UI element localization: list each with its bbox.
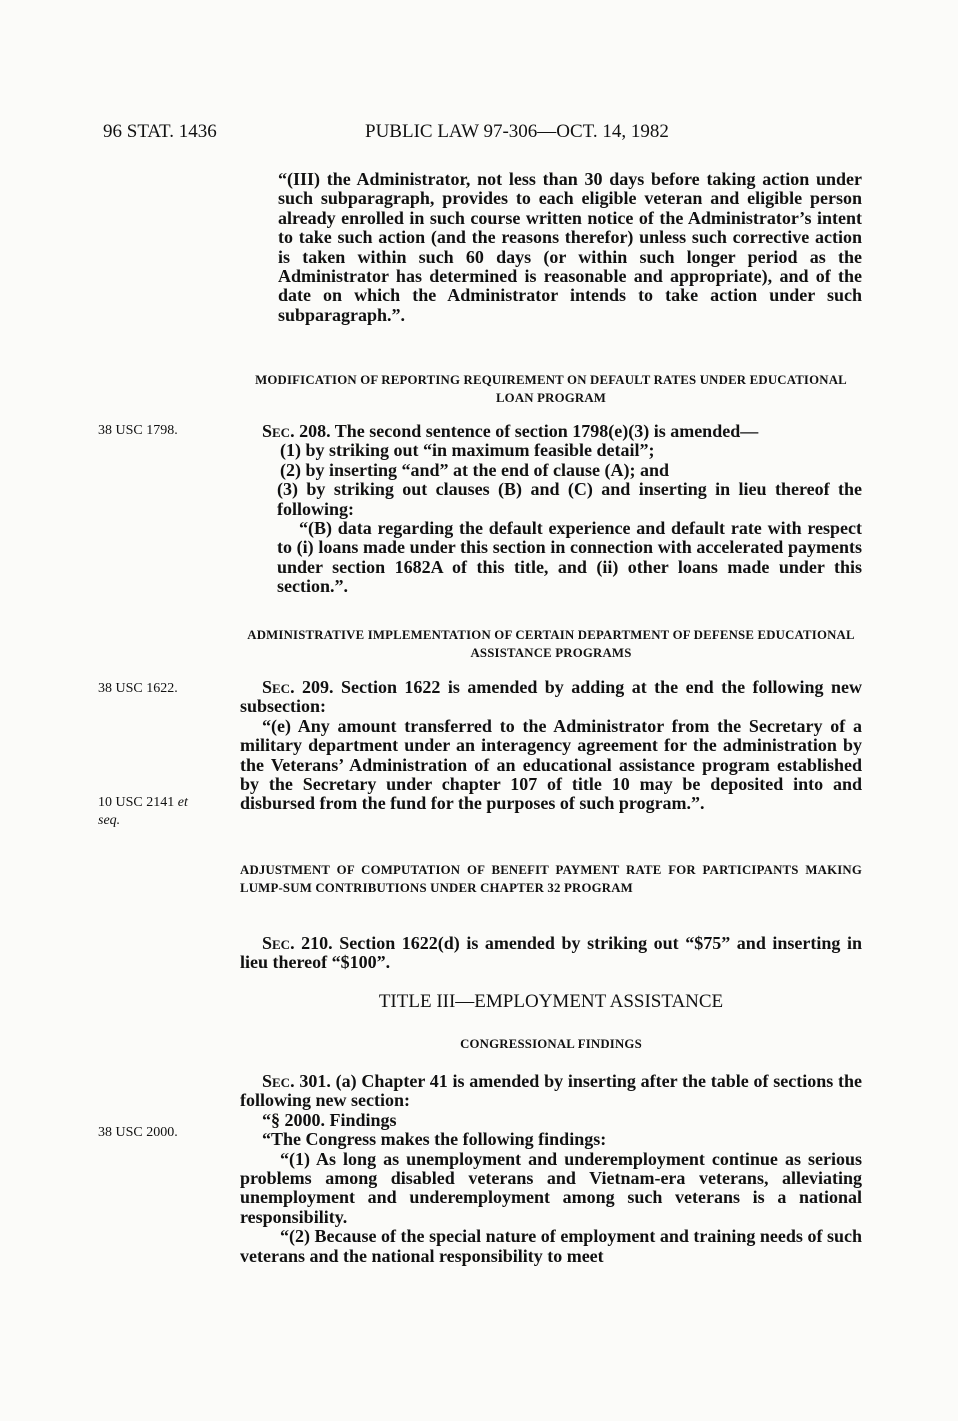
sec-301-lead: (a) Chapter 41 is amended by inserting after the table of sections the following new section: [240,1071,863,1111]
sec-209-quote: “(e) Any amount transferred to the Administrator from the Secretary of a military department under an interagency agreement for the administration by the Veterans’ Administration of an educational assistance program established by the Secretary under chapter 107 of title 10 may be deposited into and disbursed from the fund for the purposes of such program.”. [240,715,862,814]
subclause-iii-text: “(III) the Administrator, not less than 30 days before taking action under such subparagraph, provides to each eligible veteran and eligible person already enrolled in such course written notice of the Administrator’s intent to take such action (and the reasons therefor) unless such corrective action is taken within such 60 days (or within such longer period as the Administrator has determined is reasonable and appropriate), and of the date on which the Administrator intends to take action under such subparagraph.”. [278,169,862,325]
heading-adjustment-computation: ADJUSTMENT OF COMPUTATION OF BENEFIT PAYMENT RATE FOR PARTICIPANTS MAKING LUMP-SUM CONTRIBUTIONS UNDER CHAPTER 32 PROGRAM [240,863,862,895]
sec-208-item-3-text: (3) by striking out clauses (B) and (C) and inserting in lieu thereof the following: [277,479,862,519]
sec-208-item-1: (1) by striking out “in maximum feasible detail”; [280,440,655,461]
section-301 [240,1072,862,1266]
finding-1: “(1) As long as unemployment and underemployment continue as serious problems among disabled veterans and Vietnam-era veterans, alleviating unemployment and underemployment among such veterans is a national responsibility. [240,1148,862,1227]
sec-209-label: Sec. 209. [262,677,334,697]
sec-208-quote [240,519,862,597]
heading-congressional-findings: CONGRESSIONAL FINDINGS [460,1037,642,1051]
margin-note-38-usc-1622: 38 USC 1622. [98,681,178,696]
heading-administrative-implementation: ADMINISTRATIVE IMPLEMENTATION OF CERTAIN DEPARTMENT OF DEFENSE EDUCATIONAL ASSISTANCE PROGRAMS [247,628,855,660]
margin-note-2141-et: et [177,795,188,810]
sec-210-text: Section 1622(d) is amended by striking out “$75” and inserting in lieu thereof “$100”. [240,933,862,973]
margin-note-2141-seq: seq. [98,813,121,828]
section-208 [240,422,862,597]
stat-page-number: 96 STAT. 1436 [103,121,217,142]
title-iii-heading: TITLE III—EMPLOYMENT ASSISTANCE [378,991,724,1012]
margin-note-38-usc-2000: 38 USC 2000. [98,1125,178,1140]
margin-note-10-usc-2141 [98,794,218,830]
heading-modification-reporting: MODIFICATION OF REPORTING REQUIREMENT ON DEFAULT RATES UNDER EDUCATIONAL LOAN PROGRAM [255,373,847,405]
sec-208-label: Sec. 208. [262,421,331,441]
section-2000-title: “§ 2000. Findings [262,1109,397,1130]
margin-note-38-usc-1798: 38 USC 1798. [98,423,178,438]
sec-208-quote-text: “(B) data regarding the default experience and default rate with respect to (i) loans made under this section in connection with accelerated payments under section 1682A of this title, and (ii) other loans made under this section.”. [277,518,862,597]
sec-208-item-3 [240,480,862,519]
section-210 [240,934,862,973]
subclause-iii-paragraph [278,170,862,325]
sec-209-lead: Section 1622 is amended by adding at the end the following new subsection: [240,677,862,717]
finding-2: “(2) Because of the special nature of employment and training needs of such veterans and the national responsibility to meet [240,1226,862,1266]
sec-208-lead: The second sentence of section 1798(e)(3) is amended— [330,421,759,441]
section-209 [240,678,862,814]
sec-210-label: Sec. 210. [262,933,333,953]
margin-note-2141-text: 10 USC 2141 [98,795,178,810]
sec-301-label: Sec. 301. [262,1071,331,1091]
findings-intro: “The Congress makes the following findings: [262,1129,607,1150]
running-header: PUBLIC LAW 97-306—OCT. 14, 1982 [365,121,669,142]
sec-208-item-2: (2) by inserting “and” at the end of clause (A); and [280,459,670,480]
